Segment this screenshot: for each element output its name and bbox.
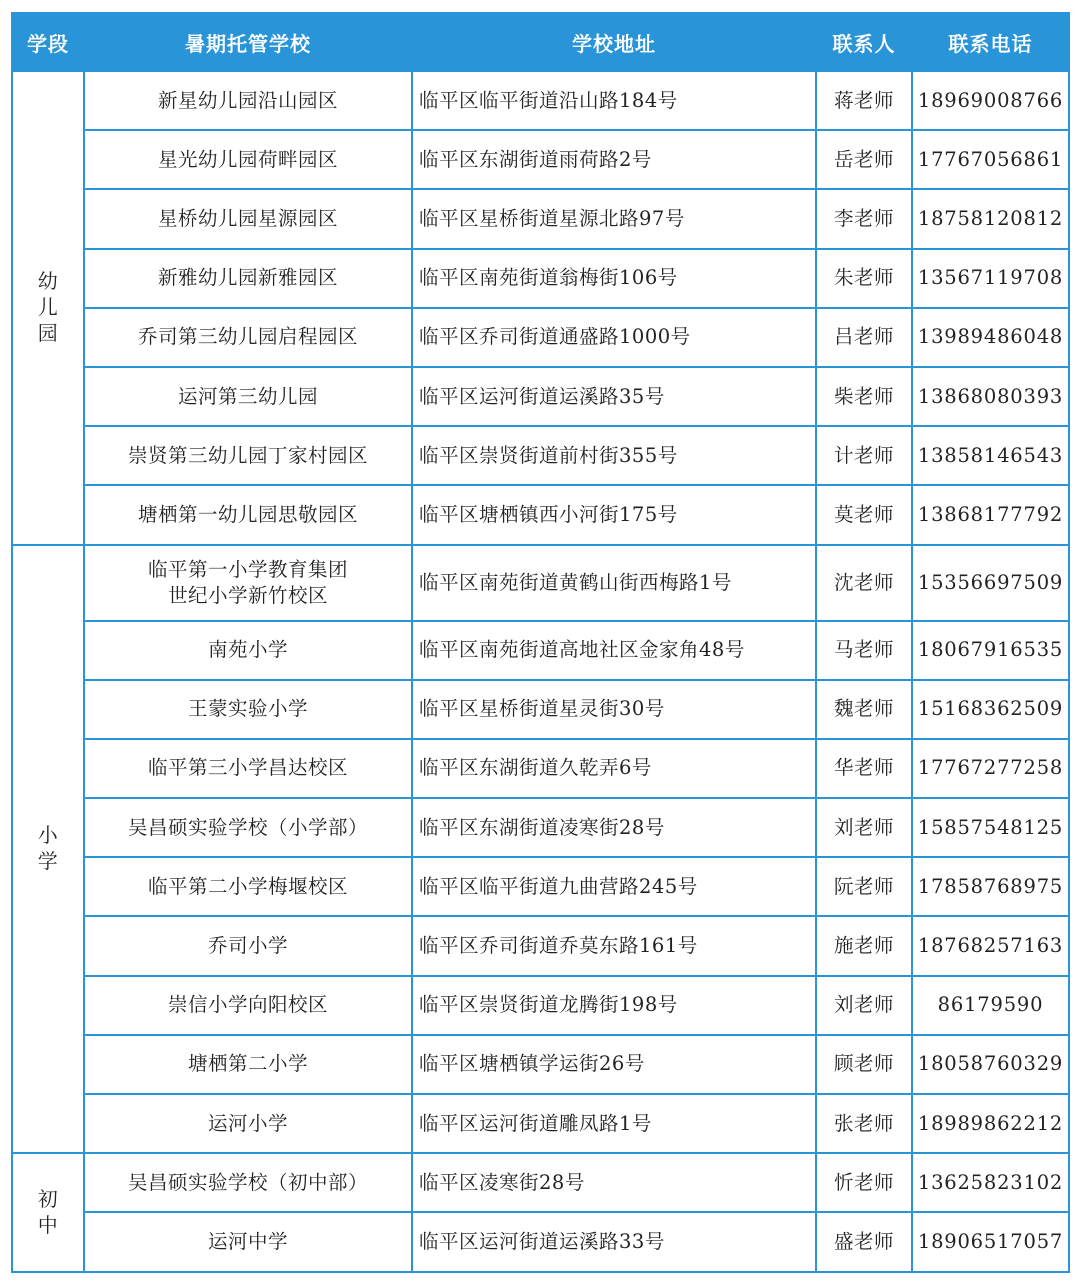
schools-table bbox=[11, 12, 1070, 1273]
contact-cell: 张老师 bbox=[816, 1094, 912, 1153]
summer-care-schools-table bbox=[11, 12, 1068, 1275]
phone-cell: 13858146543 bbox=[912, 426, 1069, 485]
school-cell: 运河中学 bbox=[84, 1212, 412, 1271]
contact-cell: 顾老师 bbox=[816, 1035, 912, 1094]
contact-cell: 吕老师 bbox=[816, 308, 912, 367]
address-cell: 临平区星桥街道星灵街30号 bbox=[412, 680, 816, 739]
contact-cell: 朱老师 bbox=[816, 249, 912, 308]
table-row bbox=[12, 857, 1069, 916]
header-row bbox=[12, 13, 1069, 71]
address-cell: 临平区南苑街道翁梅街106号 bbox=[412, 249, 816, 308]
address-cell: 临平区运河街道运溪路33号 bbox=[412, 1212, 816, 1271]
school-cell: 运河第三幼儿园 bbox=[84, 367, 412, 426]
address-cell: 临平区东湖街道凌寒街28号 bbox=[412, 798, 816, 857]
school-cell: 新雅幼儿园新雅园区 bbox=[84, 249, 412, 308]
stage-middle-school bbox=[12, 1153, 84, 1271]
address-cell: 临平区临平街道九曲营路245号 bbox=[412, 857, 816, 916]
table-row bbox=[12, 916, 1069, 975]
school-cell: 王蒙实验小学 bbox=[84, 680, 412, 739]
contact-cell: 华老师 bbox=[816, 739, 912, 798]
school-name-line1: 临平第一小学教育集团 bbox=[147, 557, 348, 581]
address-cell: 临平区塘栖镇学运街26号 bbox=[412, 1035, 816, 1094]
contact-cell: 岳老师 bbox=[816, 130, 912, 189]
table-row bbox=[12, 680, 1069, 739]
school-cell: 星桥幼儿园星源园区 bbox=[84, 189, 412, 248]
table-row bbox=[12, 739, 1069, 798]
school-cell: 星光幼儿园荷畔园区 bbox=[84, 130, 412, 189]
contact-cell: 计老师 bbox=[816, 426, 912, 485]
stage-primary bbox=[12, 545, 84, 1154]
address-cell: 临平区崇贤街道龙腾街198号 bbox=[412, 976, 816, 1035]
contact-cell: 李老师 bbox=[816, 189, 912, 248]
contact-cell: 盛老师 bbox=[816, 1212, 912, 1271]
phone-cell: 18906517057 bbox=[912, 1212, 1069, 1271]
school-cell: 崇信小学向阳校区 bbox=[84, 976, 412, 1035]
address-cell: 临平区乔司街道通盛路1000号 bbox=[412, 308, 816, 367]
table-row bbox=[12, 308, 1069, 367]
contact-cell: 马老师 bbox=[816, 621, 912, 680]
table-row bbox=[12, 367, 1069, 426]
stage-label: 初中 bbox=[37, 1186, 59, 1237]
school-cell: 崇贤第三幼儿园丁家村园区 bbox=[84, 426, 412, 485]
phone-cell: 18969008766 bbox=[912, 71, 1069, 130]
contact-cell: 忻老师 bbox=[816, 1153, 912, 1212]
school-cell: 塘栖第一幼儿园思敬园区 bbox=[84, 485, 412, 544]
phone-cell: 18067916535 bbox=[912, 621, 1069, 680]
table-row bbox=[12, 130, 1069, 189]
address-cell: 临平区乔司街道乔莫东路161号 bbox=[412, 916, 816, 975]
phone-cell: 15356697509 bbox=[912, 545, 1069, 621]
contact-cell: 柴老师 bbox=[816, 367, 912, 426]
table-row bbox=[12, 485, 1069, 544]
address-cell: 临平区东湖街道久乾弄6号 bbox=[412, 739, 816, 798]
table-row bbox=[12, 545, 1069, 621]
contact-cell: 施老师 bbox=[816, 916, 912, 975]
address-cell: 临平区凌寒街28号 bbox=[412, 1153, 816, 1212]
phone-cell: 17767056861 bbox=[912, 130, 1069, 189]
phone-cell: 17858768975 bbox=[912, 857, 1069, 916]
contact-cell: 阮老师 bbox=[816, 857, 912, 916]
address-cell: 临平区南苑街道高地社区金家角48号 bbox=[412, 621, 816, 680]
table-row bbox=[12, 426, 1069, 485]
phone-cell: 13989486048 bbox=[912, 308, 1069, 367]
phone-cell: 15857548125 bbox=[912, 798, 1069, 857]
header-phone: 联系电话 bbox=[912, 13, 1069, 71]
phone-cell: 18768257163 bbox=[912, 916, 1069, 975]
school-cell bbox=[84, 545, 412, 621]
school-cell: 吴昌硕实验学校（初中部） bbox=[84, 1153, 412, 1212]
contact-cell: 沈老师 bbox=[816, 545, 912, 621]
table-row bbox=[12, 71, 1069, 130]
address-cell: 临平区运河街道雕凤路1号 bbox=[412, 1094, 816, 1153]
contact-cell: 刘老师 bbox=[816, 798, 912, 857]
school-cell: 塘栖第二小学 bbox=[84, 1035, 412, 1094]
school-cell: 南苑小学 bbox=[84, 621, 412, 680]
table-row bbox=[12, 1094, 1069, 1153]
phone-cell: 13868080393 bbox=[912, 367, 1069, 426]
school-cell: 运河小学 bbox=[84, 1094, 412, 1153]
contact-cell: 刘老师 bbox=[816, 976, 912, 1035]
table-row bbox=[12, 976, 1069, 1035]
phone-cell: 15168362509 bbox=[912, 680, 1069, 739]
school-cell: 乔司第三幼儿园启程园区 bbox=[84, 308, 412, 367]
header-stage: 学段 bbox=[12, 13, 84, 71]
school-name-line2: 世纪小学新竹校区 bbox=[167, 583, 328, 607]
address-cell: 临平区南苑街道黄鹤山街西梅路1号 bbox=[412, 545, 816, 621]
stage-label: 小学 bbox=[37, 823, 59, 874]
address-cell: 临平区崇贤街道前村街355号 bbox=[412, 426, 816, 485]
phone-cell: 13567119708 bbox=[912, 249, 1069, 308]
stage-label: 幼儿园 bbox=[37, 269, 59, 346]
table-row bbox=[12, 1212, 1069, 1271]
phone-cell: 13868177792 bbox=[912, 485, 1069, 544]
school-cell: 临平第二小学梅堰校区 bbox=[84, 857, 412, 916]
table-row bbox=[12, 621, 1069, 680]
phone-cell: 18758120812 bbox=[912, 189, 1069, 248]
school-cell: 吴昌硕实验学校（小学部） bbox=[84, 798, 412, 857]
phone-cell: 18058760329 bbox=[912, 1035, 1069, 1094]
contact-cell: 蒋老师 bbox=[816, 71, 912, 130]
contact-cell: 莫老师 bbox=[816, 485, 912, 544]
header-contact: 联系人 bbox=[816, 13, 912, 71]
table-row bbox=[12, 249, 1069, 308]
school-cell: 新星幼儿园沿山园区 bbox=[84, 71, 412, 130]
school-cell: 乔司小学 bbox=[84, 916, 412, 975]
phone-cell: 86179590 bbox=[912, 976, 1069, 1035]
address-cell: 临平区运河街道运溪路35号 bbox=[412, 367, 816, 426]
table-row bbox=[12, 189, 1069, 248]
contact-cell: 魏老师 bbox=[816, 680, 912, 739]
phone-cell: 13625823102 bbox=[912, 1153, 1069, 1212]
phone-cell: 17767277258 bbox=[912, 739, 1069, 798]
header-address: 学校地址 bbox=[412, 13, 816, 71]
header-school: 暑期托管学校 bbox=[84, 13, 412, 71]
phone-cell: 18989862212 bbox=[912, 1094, 1069, 1153]
school-cell: 临平第三小学昌达校区 bbox=[84, 739, 412, 798]
address-cell: 临平区临平街道沿山路184号 bbox=[412, 71, 816, 130]
stage-kindergarten bbox=[12, 71, 84, 545]
table-row bbox=[12, 798, 1069, 857]
table-row bbox=[12, 1153, 1069, 1212]
table-row bbox=[12, 1035, 1069, 1094]
address-cell: 临平区塘栖镇西小河街175号 bbox=[412, 485, 816, 544]
address-cell: 临平区星桥街道星源北路97号 bbox=[412, 189, 816, 248]
address-cell: 临平区东湖街道雨荷路2号 bbox=[412, 130, 816, 189]
